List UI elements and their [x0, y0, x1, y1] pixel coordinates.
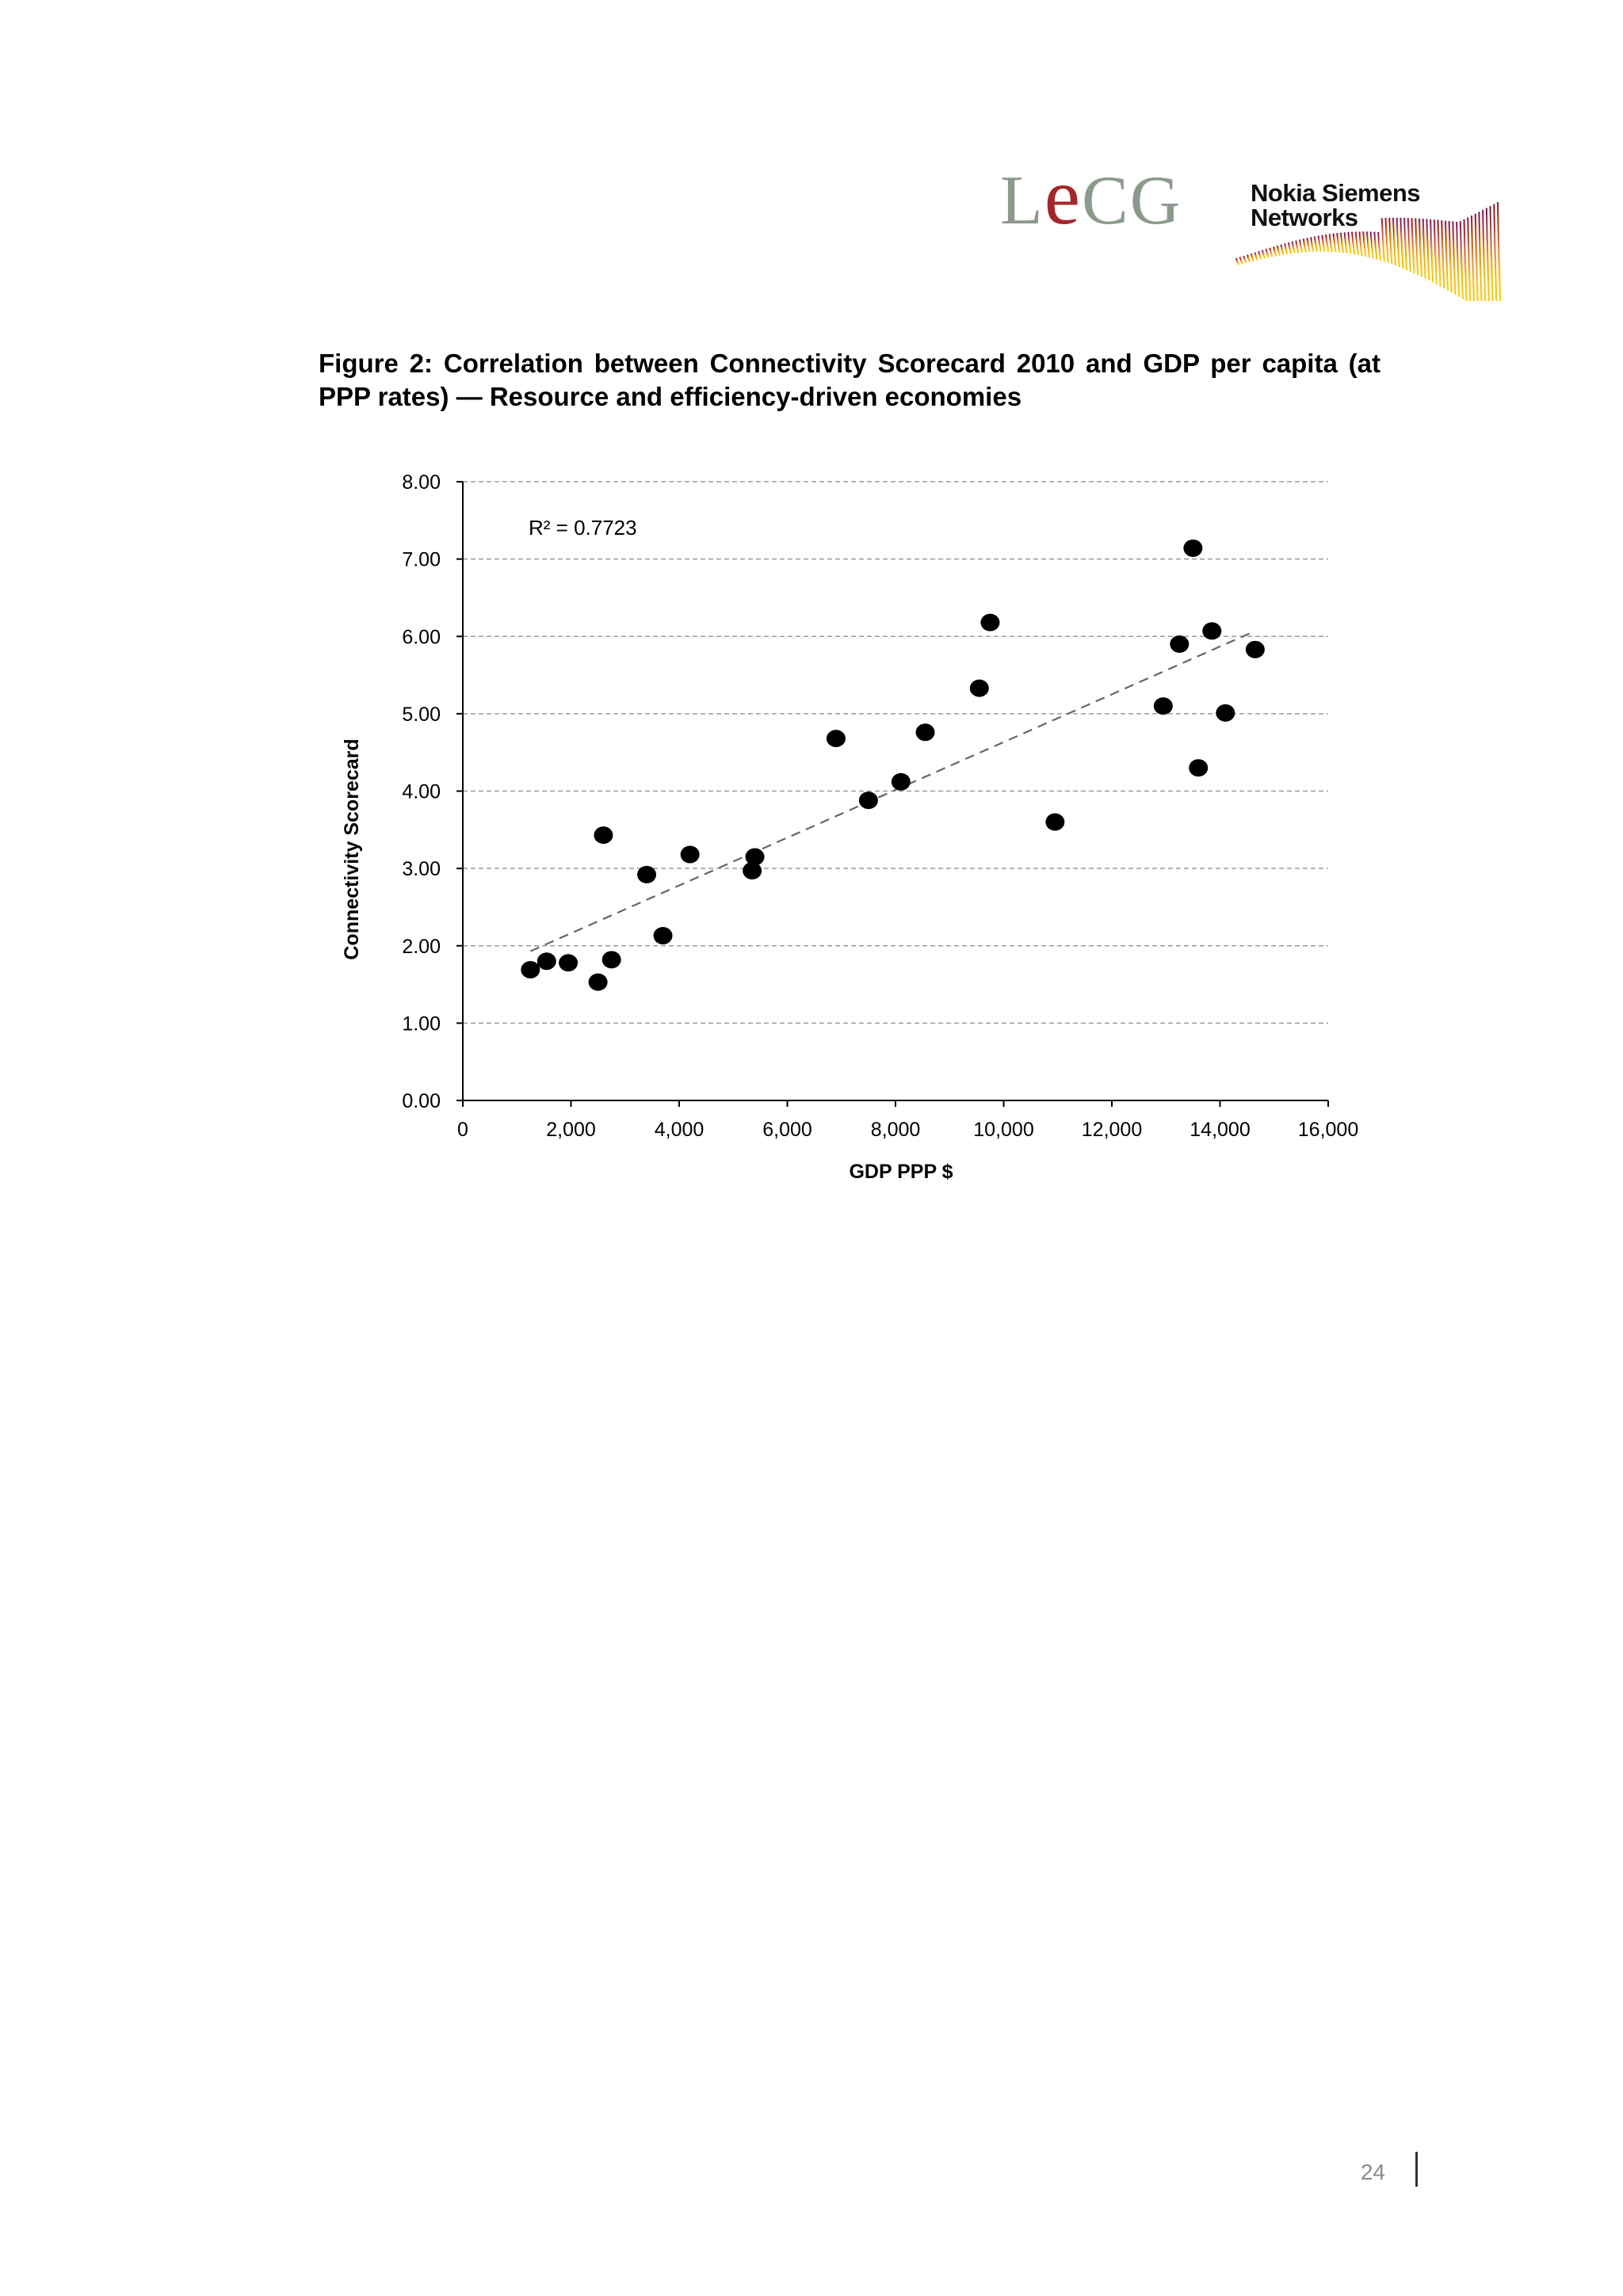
data-point: [1170, 635, 1189, 653]
data-point: [1202, 622, 1221, 639]
figure-caption: Figure 2: Correlation between Connectivity Scorecard 2010 and GDP per capita (at PPP rates) — Resource and efficiency-driven economies: [319, 349, 1381, 411]
data-point: [594, 826, 613, 844]
data-point: [892, 773, 911, 791]
x-axis-title: GDP PPP $: [849, 1161, 953, 1183]
data-point: [559, 954, 578, 971]
data-points: [521, 540, 1265, 991]
data-point: [746, 848, 765, 865]
tick-labels: [402, 471, 1358, 1141]
data-point: [1246, 641, 1265, 658]
y-tick-label: 2.00: [402, 935, 441, 958]
x-tick-label: 10,000: [973, 1119, 1034, 1141]
y-tick-label: 1.00: [402, 1013, 441, 1035]
page-number-rule: [1415, 2152, 1418, 2187]
x-tick-label: 2,000: [546, 1119, 596, 1141]
y-tick-label: 5.00: [402, 703, 441, 726]
data-point: [916, 723, 935, 741]
data-point: [1216, 704, 1235, 722]
page-number: 24: [1360, 2160, 1385, 2184]
data-point: [980, 614, 999, 631]
r-squared-annotation: R² = 0.7723: [529, 516, 637, 540]
y-tick-label: 6.00: [402, 626, 441, 649]
y-tick-label: 8.00: [402, 471, 441, 494]
data-point: [1189, 759, 1208, 776]
y-tick-label: 3.00: [402, 858, 441, 881]
y-tick-label: 7.00: [402, 548, 441, 571]
nsn-logo-line1: Nokia Siemens: [1251, 179, 1421, 207]
data-point: [654, 927, 673, 944]
data-point: [970, 680, 989, 697]
data-point: [1045, 814, 1064, 831]
data-point: [521, 961, 540, 978]
data-point: [1183, 540, 1202, 557]
x-tick-label: 12,000: [1081, 1119, 1143, 1141]
x-tick-label: 16,000: [1297, 1119, 1359, 1141]
data-point: [1154, 697, 1173, 715]
x-tick-label: 0: [457, 1119, 468, 1141]
y-tick-label: 0.00: [402, 1090, 441, 1112]
lecg-logo-letter-l: L: [1000, 162, 1044, 239]
chart-axes: [456, 482, 1328, 1107]
data-point: [537, 952, 556, 970]
y-axis-title: Connectivity Scorecard: [341, 738, 363, 960]
grid-lines: [463, 482, 1328, 1023]
data-point: [859, 791, 878, 809]
data-point: [637, 866, 656, 883]
x-tick-label: 14,000: [1190, 1119, 1251, 1141]
x-tick-label: 6,000: [762, 1119, 812, 1141]
lecg-logo-letters-cg: CG: [1082, 162, 1182, 239]
y-tick-label: 4.00: [402, 780, 441, 803]
data-point: [681, 846, 700, 864]
lecg-logo-letter-e: e: [1044, 152, 1083, 242]
data-point: [827, 730, 846, 747]
x-tick-label: 8,000: [870, 1119, 921, 1141]
x-tick-label: 4,000: [654, 1119, 705, 1141]
data-point: [589, 974, 608, 991]
nsn-logo-line2: Networks: [1251, 204, 1358, 231]
data-point: [602, 951, 621, 968]
